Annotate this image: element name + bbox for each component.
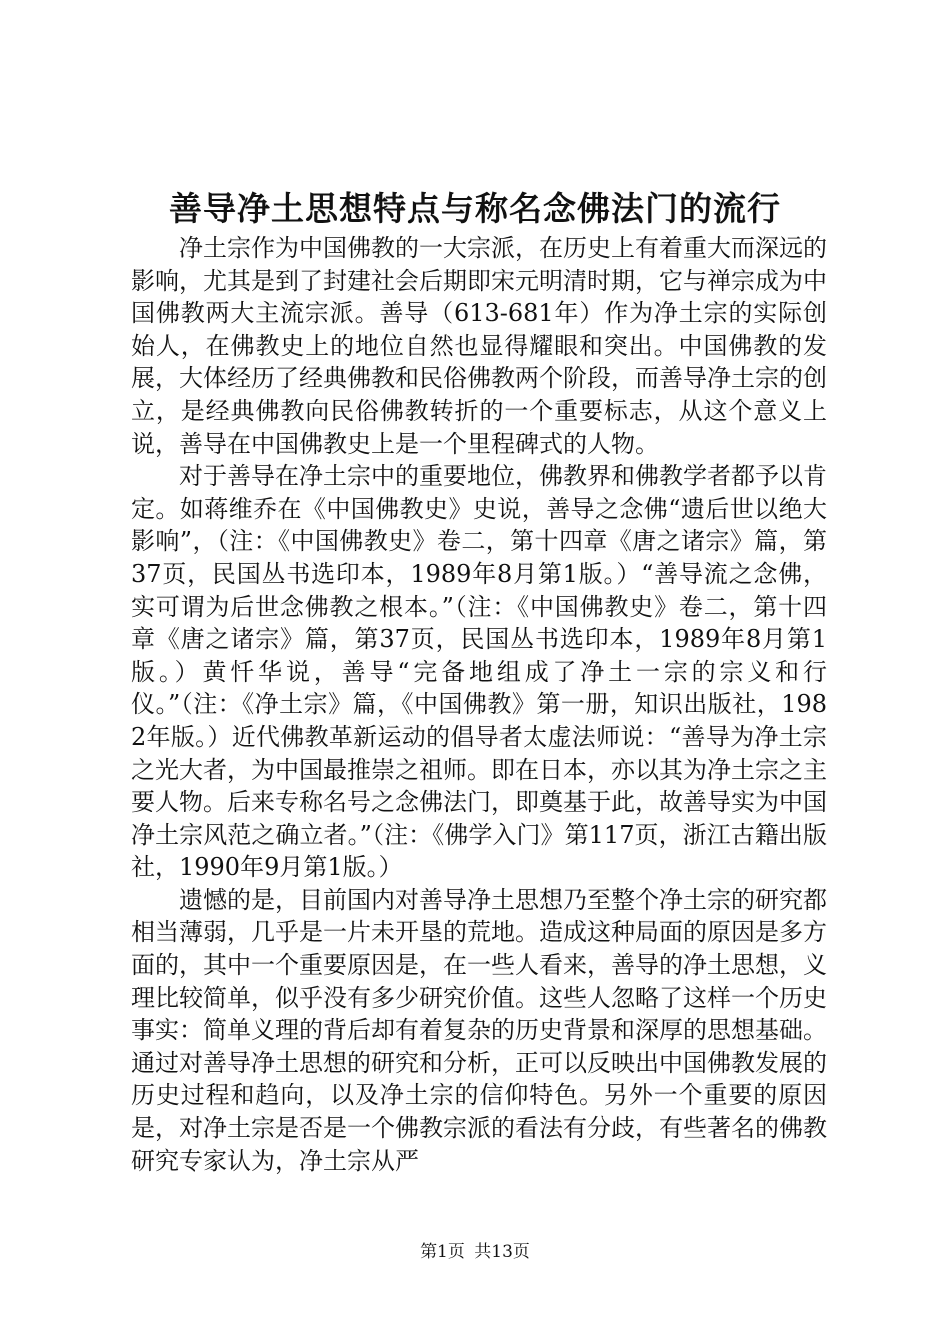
page-footer (0, 1240, 950, 1264)
document-body (131, 232, 827, 1177)
paragraph-1: 净土宗作为中国佛教的一大宗派，在历史上有着重大而深远的影响，尤其是到了封建社会后期即宋元明清时期，它与禅宗成为中国佛教两大主流宗派。善导（613-681年）作为净土宗的实际创始人，在佛教史上的地位自然也显得耀眼和突出。中国佛教的发展，大体经历了经典佛教和民俗佛教两个阶段，而善导净土宗的创立，是经典佛教向民俗佛教转折的一个重要标志，从这个意义上说，善导在中国佛教史上是一个里程碑式的人物。 (131, 234, 827, 458)
page-number-current: 第1页 (420, 1242, 465, 1262)
document-title: 善导净土思想特点与称名念佛法门的流行 (169, 189, 781, 228)
page-number-total: 共13页 (474, 1242, 530, 1262)
paragraph-2: 对于善导在净土宗中的重要地位，佛教界和佛教学者都予以肯定。如蒋维乔在《中国佛教史》史说，善导之念佛“遗后世以绝大影响”，（注：《中国佛教史》卷二，第十四章《唐之诸宗》篇，第37页，民国丛书选印本，1989年8月第1版。）“善导流之念佛，实可谓为后世念佛教之根本。”（注：《中国佛教史》卷二，第十四章《唐之诸宗》篇，第37页，民国丛书选印本，1989年8月第1版。）黄忏华说，善导“完备地组成了净土一宗的宗义和行仪。”（注：《净土宗》篇，《中国佛教》第一册，知识出版社，1982年版。）近代佛教革新运动的倡导者太虚法师说：“善导为净土宗之光大者，为中国最推崇之祖师。即在日本，亦以其为净土宗之主要人物。后来专称名号之念佛法门，即奠基于此，故善导实为中国净土宗风范之确立者。”（注：《佛学入门》第117页，浙江古籍出版社，1990年9月第1版。） (131, 462, 827, 882)
paragraph-3: 遗憾的是，目前国内对善导净土思想乃至整个净土宗的研究都相当薄弱，几乎是一片未开垦的荒地。造成这种局面的原因是多方面的，其中一个重要原因是，在一些人看来，善导的净土思想，义理比较简单，似乎没有多少研究价值。这些人忽略了这样一个历史事实：简单义理的背后却有着复杂的历史背景和深厚的思想基础。通过对善导净土思想的研究和分析，正可以反映出中国佛教发展的历史过程和趋向，以及净土宗的信仰特色。另外一个重要的原因是，对净土宗是否是一个佛教宗派的看法有分歧，有些著名的佛教研究专家认为，净土宗从严 (131, 885, 827, 1175)
